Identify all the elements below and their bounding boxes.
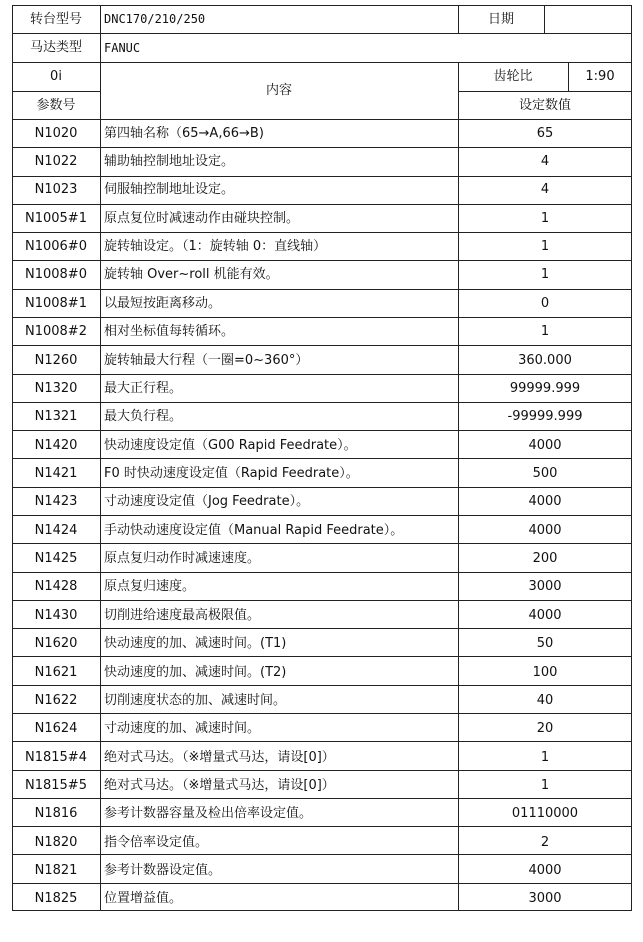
- param-description: 伺服轴控制地址设定。: [104, 182, 235, 198]
- param-description: 最大正行程。: [104, 380, 183, 396]
- param-number: N1620: [34, 636, 78, 652]
- param-number: N1624: [34, 721, 78, 737]
- param-number: N1821: [34, 863, 78, 879]
- gear-ratio-label: 齿轮比: [493, 69, 533, 84]
- param-number: N1006#0: [25, 239, 87, 255]
- param-number: N1020: [34, 125, 78, 141]
- param-number: N1008#2: [25, 324, 87, 340]
- setting-value: 50: [536, 636, 554, 652]
- param-number: N1424: [34, 522, 78, 538]
- setting-value: 3000: [528, 891, 562, 907]
- setting-value: 4000: [528, 437, 562, 453]
- param-number: N1621: [34, 664, 78, 680]
- setting-value: 4000: [528, 863, 562, 879]
- setting-value: 4: [540, 154, 550, 170]
- param-number: N1005#1: [25, 210, 87, 226]
- param-number: N1825: [34, 891, 78, 907]
- setting-value: 360.000: [518, 352, 572, 368]
- param-description: 参考计数器容量及检出倍率设定值。: [104, 806, 313, 822]
- setting-value: 0: [540, 295, 550, 311]
- setting-value: 4: [540, 182, 550, 198]
- param-number: N1428: [34, 579, 78, 595]
- setting-value: 01110000: [511, 806, 579, 822]
- param-number: N1816: [34, 806, 78, 822]
- turntable-model-label: 转台型号: [29, 11, 82, 27]
- param-number: N1622: [34, 692, 78, 708]
- setting-value: 500: [532, 465, 558, 481]
- param-description: 原点复归速度。: [104, 579, 196, 595]
- param-number: N1023: [34, 182, 78, 198]
- setting-value: 3000: [528, 579, 562, 595]
- param-number: N1430: [34, 607, 78, 623]
- setting-value: 200: [532, 551, 558, 567]
- param-description: 寸动速度设定值（Jog Feedrate）。: [104, 494, 310, 510]
- param-description: 第四轴名称（65→A,66→B): [104, 125, 264, 141]
- param-description: 原点复位时减速动作由碰块控制。: [104, 210, 300, 226]
- setting-value: 1: [540, 749, 550, 765]
- param-number: N1008#0: [25, 267, 87, 283]
- turntable-model-value: DNC170/210/250: [104, 12, 206, 26]
- setting-value: 4000: [528, 522, 562, 538]
- param-number: N1022: [34, 154, 78, 170]
- setting-value: 20: [536, 721, 554, 737]
- motor-type-label: 马达类型: [29, 40, 82, 55]
- param-description: 手动快动速度设定值（Manual Rapid Feedrate）。: [104, 522, 404, 538]
- param-description: 相对坐标值每转循环。: [104, 324, 235, 340]
- setting-value: 1: [540, 210, 550, 226]
- gear-ratio-value: 1:90: [585, 69, 615, 84]
- param-description: 旋转轴最大行程（一圈=0~360°）: [104, 352, 309, 368]
- param-description: 最大负行程。: [104, 409, 183, 425]
- setting-value: -99999.999: [507, 409, 583, 425]
- setting-value: 40: [536, 692, 554, 708]
- setting-value: 2: [540, 834, 550, 850]
- param-description: F0 时快动速度设定值（Rapid Feedrate）。: [104, 465, 359, 481]
- content-header: 内容: [265, 83, 292, 98]
- param-number: N1320: [34, 380, 78, 396]
- setting-value: 100: [532, 664, 558, 680]
- param-description: 寸动速度的加、减速时间。: [104, 721, 261, 737]
- setting-value-header: 设定数值: [518, 97, 571, 113]
- param-description: 旋转轴设定。（1：旋转轴 0：直线轴）: [104, 239, 327, 255]
- param-number: N1820: [34, 834, 78, 850]
- param-number: N1321: [34, 409, 78, 425]
- param-description: 绝对式马达。（※增量式马达，请设[0]）: [104, 777, 335, 793]
- param-number: N1815#4: [25, 749, 87, 765]
- param-number-header: 参数号: [36, 97, 76, 113]
- param-description: 切削进给速度最高极限值。: [104, 607, 261, 623]
- param-description: 参考计数器设定值。: [104, 863, 222, 879]
- param-number: N1423: [34, 494, 78, 510]
- param-description: 快动速度的加、减速时间。(T1): [104, 636, 287, 652]
- parameter-table: [12, 5, 632, 911]
- param-number: N1815#5: [25, 777, 87, 793]
- param-number: N1420: [34, 437, 78, 453]
- param-description: 位置增益值。: [104, 891, 183, 907]
- motor-type-value: FANUC: [104, 40, 141, 55]
- param-description: 指令倍率设定值。: [104, 834, 209, 850]
- param-description: 辅助轴控制地址设定。: [104, 154, 235, 170]
- param-description: 绝对式马达。（※增量式马达，请设[0]）: [104, 749, 335, 765]
- param-number: N1421: [34, 465, 78, 481]
- param-description: 切削速度状态的加、减速时间。: [104, 692, 287, 708]
- param-number: N1008#1: [25, 295, 87, 311]
- param-description: 快动速度的加、减速时间。(T2): [104, 664, 287, 680]
- setting-value: 65: [536, 125, 554, 141]
- setting-value: 1: [540, 324, 550, 340]
- setting-value: 4000: [528, 607, 562, 623]
- param-number: N1425: [34, 551, 78, 567]
- param-number: N1260: [34, 352, 78, 368]
- param-description: 以最短按距离移动。: [104, 295, 222, 311]
- setting-value: 1: [540, 239, 550, 255]
- date-label: 日期: [487, 11, 514, 27]
- date-value: [544, 5, 632, 33]
- param-description: 原点复归动作时减速速度。: [104, 551, 261, 567]
- param-description: 旋转轴 Over~roll 机能有效。: [104, 267, 279, 283]
- setting-value: 99999.999: [509, 380, 581, 396]
- setting-value: 1: [540, 267, 550, 283]
- controller-model: 0i: [50, 69, 62, 84]
- setting-value: 4000: [528, 494, 562, 510]
- param-description: 快动速度设定值（G00 Rapid Feedrate）。: [104, 437, 357, 453]
- setting-value: 1: [540, 777, 550, 793]
